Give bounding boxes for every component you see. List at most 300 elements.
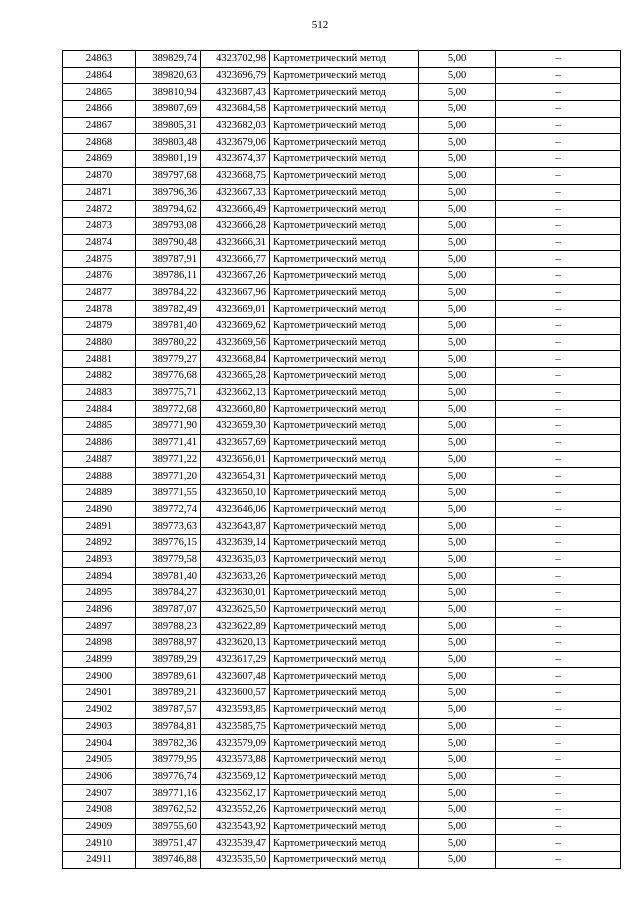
note-cell: – xyxy=(496,251,621,268)
accuracy-cell: 5,00 xyxy=(419,501,496,518)
table-row xyxy=(63,67,621,84)
x-coordinate-cell: 389782,49 xyxy=(136,301,201,318)
x-coordinate-cell: 389787,07 xyxy=(136,601,201,618)
point-number-cell: 24873 xyxy=(63,217,136,234)
x-coordinate-cell: 389789,61 xyxy=(136,668,201,685)
accuracy-cell: 5,00 xyxy=(419,301,496,318)
accuracy-cell: 5,00 xyxy=(419,51,496,68)
method-cell: Картометрический метод xyxy=(270,818,419,835)
method-cell: Картометрический метод xyxy=(270,234,419,251)
y-coordinate-cell: 4323696,79 xyxy=(201,67,270,84)
note-cell: – xyxy=(496,785,621,802)
x-coordinate-cell: 389789,29 xyxy=(136,651,201,668)
y-coordinate-cell: 4323630,01 xyxy=(201,585,270,602)
note-cell: – xyxy=(496,568,621,585)
point-number-cell: 24896 xyxy=(63,601,136,618)
note-cell: – xyxy=(496,852,621,869)
accuracy-cell: 5,00 xyxy=(419,434,496,451)
method-cell: Картометрический метод xyxy=(270,518,419,535)
note-cell: – xyxy=(496,284,621,301)
accuracy-cell: 5,00 xyxy=(419,334,496,351)
point-number-cell: 24895 xyxy=(63,585,136,602)
y-coordinate-cell: 4323666,49 xyxy=(201,201,270,218)
method-cell: Картометрический метод xyxy=(270,735,419,752)
table-row xyxy=(63,51,621,68)
x-coordinate-cell: 389772,74 xyxy=(136,501,201,518)
page-number: 512 xyxy=(311,19,329,31)
table-row xyxy=(63,84,621,101)
note-cell: – xyxy=(496,685,621,702)
note-cell: – xyxy=(496,701,621,718)
y-coordinate-cell: 4323646,06 xyxy=(201,501,270,518)
note-cell: – xyxy=(496,801,621,818)
y-coordinate-cell: 4323600,57 xyxy=(201,685,270,702)
note-cell: – xyxy=(496,518,621,535)
method-cell: Картометрический метод xyxy=(270,451,419,468)
y-coordinate-cell: 4323660,80 xyxy=(201,401,270,418)
table-row xyxy=(63,718,621,735)
note-cell: – xyxy=(496,534,621,551)
accuracy-cell: 5,00 xyxy=(419,451,496,468)
note-cell: – xyxy=(496,434,621,451)
table-row xyxy=(63,318,621,335)
x-coordinate-cell: 389780,22 xyxy=(136,334,201,351)
point-number-cell: 24909 xyxy=(63,818,136,835)
table-row xyxy=(63,685,621,702)
y-coordinate-cell: 4323669,56 xyxy=(201,334,270,351)
x-coordinate-cell: 389787,91 xyxy=(136,251,201,268)
method-cell: Картометрический метод xyxy=(270,685,419,702)
x-coordinate-cell: 389789,21 xyxy=(136,685,201,702)
point-number-cell: 24879 xyxy=(63,318,136,335)
point-number-cell: 24863 xyxy=(63,51,136,68)
method-cell: Картометрический метод xyxy=(270,251,419,268)
table-row xyxy=(63,601,621,618)
point-number-cell: 24900 xyxy=(63,668,136,685)
table-row xyxy=(63,251,621,268)
point-number-cell: 24904 xyxy=(63,735,136,752)
accuracy-cell: 5,00 xyxy=(419,818,496,835)
method-cell: Картометрический метод xyxy=(270,418,419,435)
accuracy-cell: 5,00 xyxy=(419,585,496,602)
method-cell: Картометрический метод xyxy=(270,468,419,485)
note-cell: – xyxy=(496,401,621,418)
y-coordinate-cell: 4323684,58 xyxy=(201,101,270,118)
table-row xyxy=(63,585,621,602)
point-number-cell: 24876 xyxy=(63,267,136,284)
method-cell: Картометрический метод xyxy=(270,301,419,318)
x-coordinate-cell: 389781,40 xyxy=(136,568,201,585)
accuracy-cell: 5,00 xyxy=(419,484,496,501)
table-row xyxy=(63,151,621,168)
note-cell: – xyxy=(496,484,621,501)
point-number-cell: 24869 xyxy=(63,151,136,168)
method-cell: Картометрический метод xyxy=(270,668,419,685)
accuracy-cell: 5,00 xyxy=(419,618,496,635)
point-number-cell: 24910 xyxy=(63,835,136,852)
table-row xyxy=(63,801,621,818)
y-coordinate-cell: 4323667,33 xyxy=(201,184,270,201)
method-cell: Картометрический метод xyxy=(270,84,419,101)
point-number-cell: 24877 xyxy=(63,284,136,301)
y-coordinate-cell: 4323552,26 xyxy=(201,801,270,818)
method-cell: Картометрический метод xyxy=(270,601,419,618)
x-coordinate-cell: 389787,57 xyxy=(136,701,201,718)
x-coordinate-cell: 389784,27 xyxy=(136,585,201,602)
x-coordinate-cell: 389772,68 xyxy=(136,401,201,418)
y-coordinate-cell: 4323674,37 xyxy=(201,151,270,168)
point-number-cell: 24891 xyxy=(63,518,136,535)
note-cell: – xyxy=(496,418,621,435)
y-coordinate-cell: 4323668,75 xyxy=(201,167,270,184)
note-cell: – xyxy=(496,468,621,485)
note-cell: – xyxy=(496,451,621,468)
table-row xyxy=(63,635,621,652)
note-cell: – xyxy=(496,84,621,101)
point-number-cell: 24898 xyxy=(63,635,136,652)
point-number-cell: 24880 xyxy=(63,334,136,351)
method-cell: Картометрический метод xyxy=(270,284,419,301)
note-cell: – xyxy=(496,167,621,184)
accuracy-cell: 5,00 xyxy=(419,668,496,685)
x-coordinate-cell: 389755,60 xyxy=(136,818,201,835)
y-coordinate-cell: 4323656,01 xyxy=(201,451,270,468)
table-row xyxy=(63,384,621,401)
point-number-cell: 24892 xyxy=(63,534,136,551)
note-cell: – xyxy=(496,201,621,218)
note-cell: – xyxy=(496,134,621,151)
note-cell: – xyxy=(496,735,621,752)
x-coordinate-cell: 389793,08 xyxy=(136,217,201,234)
x-coordinate-cell: 389794,62 xyxy=(136,201,201,218)
note-cell: – xyxy=(496,101,621,118)
y-coordinate-cell: 4323593,85 xyxy=(201,701,270,718)
note-cell: – xyxy=(496,835,621,852)
note-cell: – xyxy=(496,501,621,518)
table-row xyxy=(63,568,621,585)
table-row xyxy=(63,835,621,852)
method-cell: Картометрический метод xyxy=(270,585,419,602)
point-number-cell: 24878 xyxy=(63,301,136,318)
accuracy-cell: 5,00 xyxy=(419,151,496,168)
y-coordinate-cell: 4323620,13 xyxy=(201,635,270,652)
x-coordinate-cell: 389784,81 xyxy=(136,718,201,735)
point-number-cell: 24871 xyxy=(63,184,136,201)
point-number-cell: 24906 xyxy=(63,768,136,785)
x-coordinate-cell: 389771,90 xyxy=(136,418,201,435)
y-coordinate-cell: 4323666,31 xyxy=(201,234,270,251)
x-coordinate-cell: 389773,63 xyxy=(136,518,201,535)
note-cell: – xyxy=(496,585,621,602)
accuracy-cell: 5,00 xyxy=(419,518,496,535)
table-row xyxy=(63,368,621,385)
x-coordinate-cell: 389796,36 xyxy=(136,184,201,201)
method-cell: Картометрический метод xyxy=(270,184,419,201)
table-row xyxy=(63,451,621,468)
accuracy-cell: 5,00 xyxy=(419,167,496,184)
table-row xyxy=(63,551,621,568)
x-coordinate-cell: 389776,74 xyxy=(136,768,201,785)
point-number-cell: 24872 xyxy=(63,201,136,218)
table-row xyxy=(63,167,621,184)
accuracy-cell: 5,00 xyxy=(419,568,496,585)
method-cell: Картометрический метод xyxy=(270,534,419,551)
note-cell: – xyxy=(496,651,621,668)
x-coordinate-cell: 389779,27 xyxy=(136,351,201,368)
note-cell: – xyxy=(496,267,621,284)
y-coordinate-cell: 4323622,89 xyxy=(201,618,270,635)
x-coordinate-cell: 389771,20 xyxy=(136,468,201,485)
y-coordinate-cell: 4323669,01 xyxy=(201,301,270,318)
table-row xyxy=(63,852,621,869)
accuracy-cell: 5,00 xyxy=(419,267,496,284)
y-coordinate-cell: 4323579,09 xyxy=(201,735,270,752)
x-coordinate-cell: 389771,55 xyxy=(136,484,201,501)
coordinates-table-body xyxy=(63,51,621,869)
point-number-cell: 24902 xyxy=(63,701,136,718)
x-coordinate-cell: 389788,23 xyxy=(136,618,201,635)
method-cell: Картометрический метод xyxy=(270,618,419,635)
table-row xyxy=(63,668,621,685)
note-cell: – xyxy=(496,368,621,385)
note-cell: – xyxy=(496,351,621,368)
accuracy-cell: 5,00 xyxy=(419,801,496,818)
point-number-cell: 24874 xyxy=(63,234,136,251)
point-number-cell: 24893 xyxy=(63,551,136,568)
y-coordinate-cell: 4323562,17 xyxy=(201,785,270,802)
method-cell: Картометрический метод xyxy=(270,501,419,518)
y-coordinate-cell: 4323650,10 xyxy=(201,484,270,501)
table-row xyxy=(63,351,621,368)
x-coordinate-cell: 389810,94 xyxy=(136,84,201,101)
y-coordinate-cell: 4323659,30 xyxy=(201,418,270,435)
x-coordinate-cell: 389751,47 xyxy=(136,835,201,852)
note-cell: – xyxy=(496,718,621,735)
y-coordinate-cell: 4323635,03 xyxy=(201,551,270,568)
accuracy-cell: 5,00 xyxy=(419,101,496,118)
x-coordinate-cell: 389786,11 xyxy=(136,267,201,284)
table-row xyxy=(63,418,621,435)
note-cell: – xyxy=(496,601,621,618)
y-coordinate-cell: 4323667,96 xyxy=(201,284,270,301)
x-coordinate-cell: 389807,69 xyxy=(136,101,201,118)
point-number-cell: 24905 xyxy=(63,751,136,768)
note-cell: – xyxy=(496,184,621,201)
table-row xyxy=(63,201,621,218)
accuracy-cell: 5,00 xyxy=(419,701,496,718)
note-cell: – xyxy=(496,301,621,318)
accuracy-cell: 5,00 xyxy=(419,351,496,368)
note-cell: – xyxy=(496,67,621,84)
x-coordinate-cell: 389829,74 xyxy=(136,51,201,68)
point-number-cell: 24881 xyxy=(63,351,136,368)
table-row xyxy=(63,618,621,635)
accuracy-cell: 5,00 xyxy=(419,134,496,151)
table-row xyxy=(63,234,621,251)
method-cell: Картометрический метод xyxy=(270,835,419,852)
method-cell: Картометрический метод xyxy=(270,484,419,501)
method-cell: Картометрический метод xyxy=(270,318,419,335)
accuracy-cell: 5,00 xyxy=(419,685,496,702)
y-coordinate-cell: 4323679,06 xyxy=(201,134,270,151)
x-coordinate-cell: 389782,36 xyxy=(136,735,201,752)
note-cell: – xyxy=(496,751,621,768)
point-number-cell: 24899 xyxy=(63,651,136,668)
y-coordinate-cell: 4323654,31 xyxy=(201,468,270,485)
table-row xyxy=(63,484,621,501)
table-row xyxy=(63,468,621,485)
x-coordinate-cell: 389781,40 xyxy=(136,318,201,335)
x-coordinate-cell: 389775,71 xyxy=(136,384,201,401)
table-row xyxy=(63,184,621,201)
point-number-cell: 24886 xyxy=(63,434,136,451)
point-number-cell: 24870 xyxy=(63,167,136,184)
method-cell: Картометрический метод xyxy=(270,751,419,768)
method-cell: Картометрический метод xyxy=(270,852,419,869)
table-row xyxy=(63,434,621,451)
point-number-cell: 24890 xyxy=(63,501,136,518)
table-row xyxy=(63,518,621,535)
x-coordinate-cell: 389779,58 xyxy=(136,551,201,568)
table-row xyxy=(63,334,621,351)
note-cell: – xyxy=(496,551,621,568)
table-row xyxy=(63,101,621,118)
x-coordinate-cell: 389803,48 xyxy=(136,134,201,151)
note-cell: – xyxy=(496,668,621,685)
accuracy-cell: 5,00 xyxy=(419,551,496,568)
method-cell: Картометрический метод xyxy=(270,651,419,668)
table-row xyxy=(63,818,621,835)
y-coordinate-cell: 4323617,29 xyxy=(201,651,270,668)
y-coordinate-cell: 4323539,47 xyxy=(201,835,270,852)
point-number-cell: 24875 xyxy=(63,251,136,268)
accuracy-cell: 5,00 xyxy=(419,718,496,735)
x-coordinate-cell: 389784,22 xyxy=(136,284,201,301)
table-row xyxy=(63,768,621,785)
point-number-cell: 24911 xyxy=(63,852,136,869)
method-cell: Картометрический метод xyxy=(270,384,419,401)
point-number-cell: 24908 xyxy=(63,801,136,818)
table-row xyxy=(63,217,621,234)
table-row xyxy=(63,651,621,668)
method-cell: Картометрический метод xyxy=(270,701,419,718)
note-cell: – xyxy=(496,151,621,168)
point-number-cell: 24894 xyxy=(63,568,136,585)
note-cell: – xyxy=(496,51,621,68)
y-coordinate-cell: 4323625,50 xyxy=(201,601,270,618)
method-cell: Картометрический метод xyxy=(270,551,419,568)
x-coordinate-cell: 389820,63 xyxy=(136,67,201,84)
accuracy-cell: 5,00 xyxy=(419,601,496,618)
note-cell: – xyxy=(496,217,621,234)
y-coordinate-cell: 4323657,69 xyxy=(201,434,270,451)
method-cell: Картометрический метод xyxy=(270,401,419,418)
point-number-cell: 24882 xyxy=(63,368,136,385)
table-row xyxy=(63,301,621,318)
accuracy-cell: 5,00 xyxy=(419,368,496,385)
method-cell: Картометрический метод xyxy=(270,718,419,735)
accuracy-cell: 5,00 xyxy=(419,201,496,218)
point-number-cell: 24897 xyxy=(63,618,136,635)
note-cell: – xyxy=(496,117,621,134)
note-cell: – xyxy=(496,334,621,351)
accuracy-cell: 5,00 xyxy=(419,217,496,234)
table-row xyxy=(63,134,621,151)
accuracy-cell: 5,00 xyxy=(419,84,496,101)
y-coordinate-cell: 4323607,48 xyxy=(201,668,270,685)
point-number-cell: 24885 xyxy=(63,418,136,435)
accuracy-cell: 5,00 xyxy=(419,835,496,852)
y-coordinate-cell: 4323667,26 xyxy=(201,267,270,284)
accuracy-cell: 5,00 xyxy=(419,284,496,301)
x-coordinate-cell: 389776,15 xyxy=(136,534,201,551)
x-coordinate-cell: 389771,22 xyxy=(136,451,201,468)
point-number-cell: 24867 xyxy=(63,117,136,134)
y-coordinate-cell: 4323668,84 xyxy=(201,351,270,368)
accuracy-cell: 5,00 xyxy=(419,534,496,551)
note-cell: – xyxy=(496,618,621,635)
y-coordinate-cell: 4323585,75 xyxy=(201,718,270,735)
accuracy-cell: 5,00 xyxy=(419,751,496,768)
note-cell: – xyxy=(496,234,621,251)
note-cell: – xyxy=(496,768,621,785)
table-row xyxy=(63,785,621,802)
table-row xyxy=(63,735,621,752)
table-row xyxy=(63,751,621,768)
method-cell: Картометрический метод xyxy=(270,217,419,234)
point-number-cell: 24903 xyxy=(63,718,136,735)
accuracy-cell: 5,00 xyxy=(419,384,496,401)
y-coordinate-cell: 4323573,88 xyxy=(201,751,270,768)
accuracy-cell: 5,00 xyxy=(419,635,496,652)
x-coordinate-cell: 389790,48 xyxy=(136,234,201,251)
note-cell: – xyxy=(496,384,621,401)
table-row xyxy=(63,534,621,551)
method-cell: Картометрический метод xyxy=(270,768,419,785)
y-coordinate-cell: 4323543,92 xyxy=(201,818,270,835)
point-number-cell: 24883 xyxy=(63,384,136,401)
y-coordinate-cell: 4323662,13 xyxy=(201,384,270,401)
table-row xyxy=(63,501,621,518)
point-number-cell: 24889 xyxy=(63,484,136,501)
point-number-cell: 24901 xyxy=(63,685,136,702)
accuracy-cell: 5,00 xyxy=(419,401,496,418)
y-coordinate-cell: 4323643,87 xyxy=(201,518,270,535)
y-coordinate-cell: 4323702,98 xyxy=(201,51,270,68)
point-number-cell: 24907 xyxy=(63,785,136,802)
coordinates-table xyxy=(62,50,621,869)
method-cell: Картометрический метод xyxy=(270,134,419,151)
method-cell: Картометрический метод xyxy=(270,267,419,284)
point-number-cell: 24868 xyxy=(63,134,136,151)
table-row xyxy=(63,401,621,418)
y-coordinate-cell: 4323666,28 xyxy=(201,217,270,234)
x-coordinate-cell: 389801,19 xyxy=(136,151,201,168)
accuracy-cell: 5,00 xyxy=(419,468,496,485)
y-coordinate-cell: 4323639,14 xyxy=(201,534,270,551)
note-cell: – xyxy=(496,318,621,335)
method-cell: Картометрический метод xyxy=(270,201,419,218)
x-coordinate-cell: 389776,68 xyxy=(136,368,201,385)
note-cell: – xyxy=(496,818,621,835)
method-cell: Картометрический метод xyxy=(270,167,419,184)
point-number-cell: 24887 xyxy=(63,451,136,468)
method-cell: Картометрический метод xyxy=(270,801,419,818)
note-cell: – xyxy=(496,635,621,652)
y-coordinate-cell: 4323569,12 xyxy=(201,768,270,785)
point-number-cell: 24866 xyxy=(63,101,136,118)
x-coordinate-cell: 389805,31 xyxy=(136,117,201,134)
